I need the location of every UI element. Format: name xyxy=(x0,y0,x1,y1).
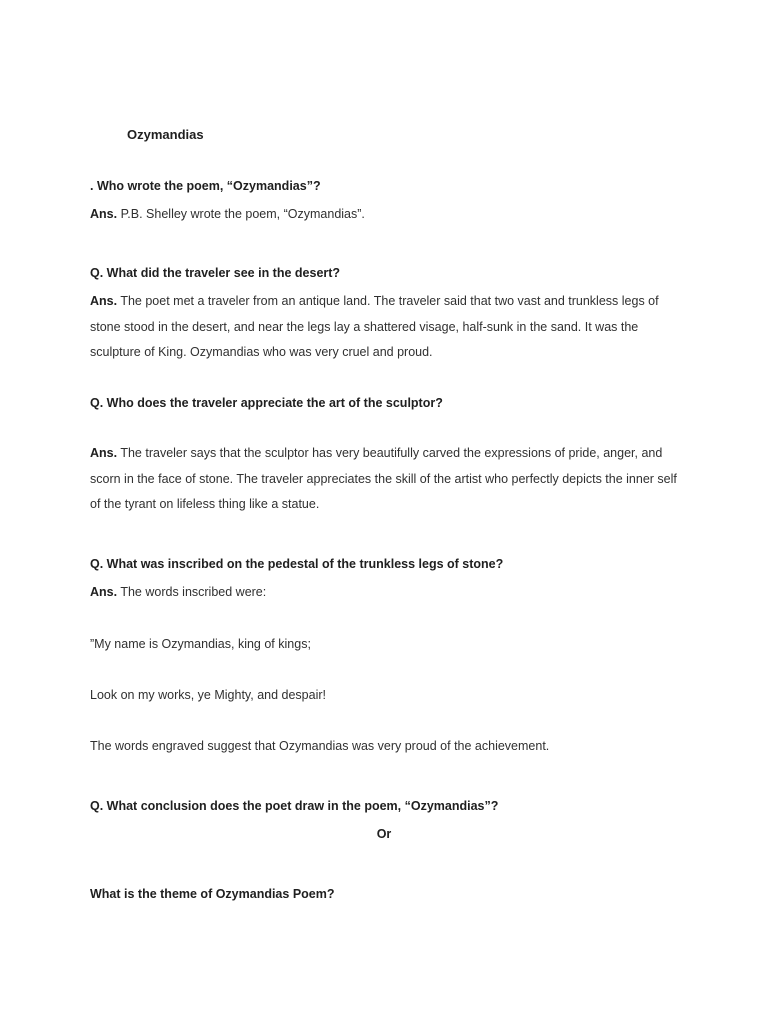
question-5-alternate: What is the theme of Ozymandias Poem? xyxy=(90,887,335,901)
question-5: Q. What conclusion does the poet draw in the poem, “Ozymandias”? xyxy=(90,799,499,813)
answer-4-text: The words inscribed were: xyxy=(117,585,267,599)
answer-1 xyxy=(90,202,680,228)
answer-3-text: The traveler says that the sculptor has very beautifully carved the expressions of pride, anger, and scorn in the face of stone. The traveler appreciates the skill of the artist who perfectly depicts the inner self of the tyrant on lifeless thing like a statue. xyxy=(90,446,677,512)
inscription-line-1: ”My name is Ozymandias, king of kings; xyxy=(90,637,311,651)
answer-3 xyxy=(90,441,680,518)
answer-2-text: The poet met a traveler from an antique land. The traveler said that two vast and trunkless legs of stone stood in the desert, and near the legs lay a shattered visage, half-sunk in the sand. It was the sculpture of King. Ozymandias who was very cruel and proud. xyxy=(90,294,659,360)
answer-label: Ans. xyxy=(90,294,118,308)
question-1: . Who wrote the poem, “Ozymandias”? xyxy=(90,179,321,193)
inscription-comment: The words engraved suggest that Ozymandias was very proud of the achievement. xyxy=(90,739,550,753)
answer-2 xyxy=(90,289,680,366)
question-4: Q. What was inscribed on the pedestal of the trunkless legs of stone? xyxy=(90,557,504,571)
answer-label: Ans. xyxy=(90,585,118,599)
question-3: Q. Who does the traveler appreciate the art of the sculptor? xyxy=(90,396,443,410)
or-separator: Or xyxy=(376,827,392,841)
inscription-line-2: Look on my works, ye Mighty, and despair! xyxy=(90,688,326,702)
answer-label: Ans. xyxy=(90,446,118,460)
answer-label: Ans. xyxy=(90,207,118,221)
answer-4 xyxy=(90,580,680,606)
question-2: Q. What did the traveler see in the desert? xyxy=(90,266,341,280)
answer-1-text: P.B. Shelley wrote the poem, “Ozymandias”. xyxy=(117,207,365,221)
document-title: Ozymandias xyxy=(127,127,204,142)
